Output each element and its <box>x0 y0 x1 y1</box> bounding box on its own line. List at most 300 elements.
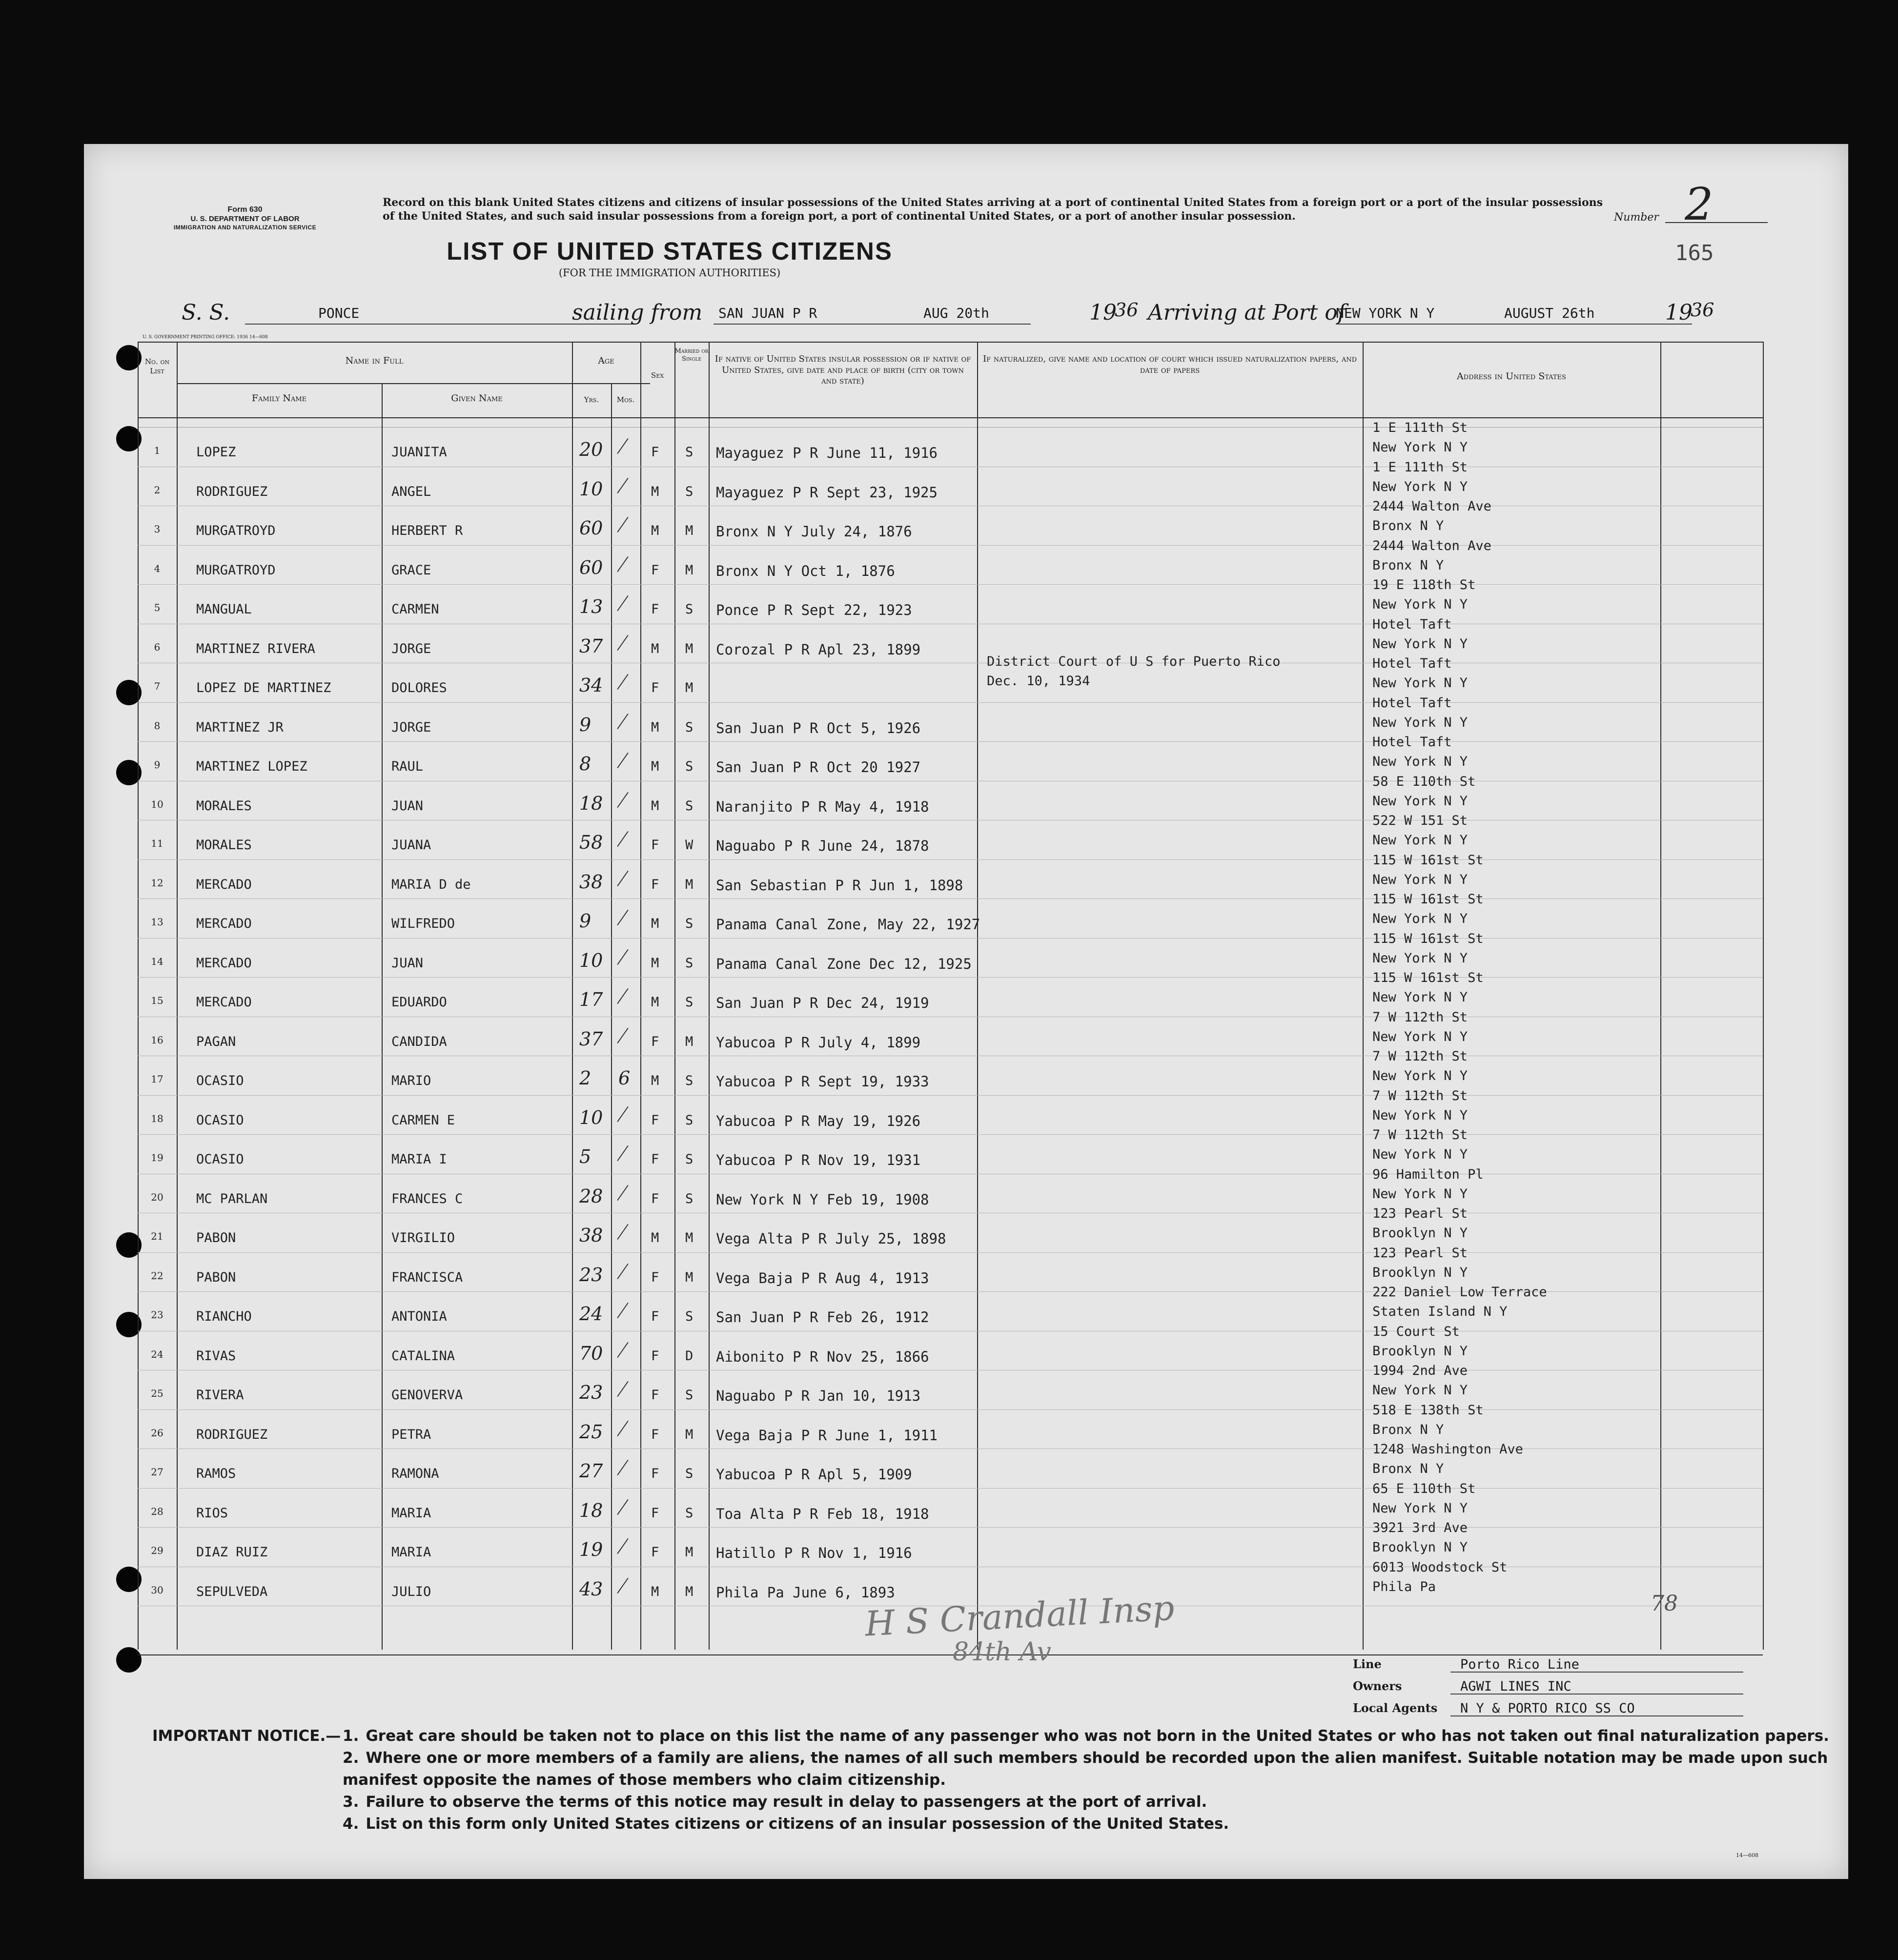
line-field <box>1353 1657 1579 1672</box>
sex: M <box>651 955 659 971</box>
row-number: 7 <box>154 680 161 692</box>
given-name: WILFREDO <box>391 916 455 931</box>
row-number: 25 <box>151 1388 163 1399</box>
given-name: JULIO <box>391 1584 431 1599</box>
row-number: 22 <box>151 1269 163 1282</box>
age-years: 43 <box>579 1578 603 1600</box>
departure-year: 36 <box>1115 299 1139 321</box>
birth-place-date: Bronx N Y Oct 1, 1876 <box>716 562 895 579</box>
table-row <box>138 1206 1763 1253</box>
owners-field <box>1353 1679 1571 1694</box>
department-name: U. S. DEPARTMENT OF LABOR <box>190 215 300 223</box>
age-years: 25 <box>579 1421 603 1443</box>
birth-place-date: Panama Canal Zone, May 22, 1927 <box>716 916 980 933</box>
arrival-port: NEW YORK N Y <box>1336 305 1435 321</box>
inspector-signature: H S Crandall Insp <box>864 1588 1176 1644</box>
address-city: Phila Pa <box>1372 1579 1436 1594</box>
family-name: MERCADO <box>196 877 252 892</box>
sex: F <box>651 1348 659 1364</box>
age-years: 38 <box>579 1225 603 1246</box>
given-name: JUAN <box>391 798 424 814</box>
address-street: 7 W 112th St <box>1372 1049 1468 1064</box>
sex: M <box>651 759 659 774</box>
check-mark <box>617 477 628 493</box>
birth-place-date: Ponce P R Sept 22, 1923 <box>716 602 912 618</box>
age-years: 19 <box>579 1539 603 1560</box>
col-yrs-header: Yrs. <box>584 395 599 404</box>
check-mark <box>617 1184 628 1200</box>
col-age-header: Age <box>598 355 614 366</box>
address-city: Bronx N Y <box>1372 1461 1444 1476</box>
given-name: JUANA <box>391 837 431 853</box>
birth-place-date: Aibonito P R Nov 25, 1866 <box>716 1348 929 1365</box>
address-city: Staten Island N Y <box>1372 1304 1508 1319</box>
table-row <box>138 1285 1763 1331</box>
address-street: 123 Pearl St <box>1372 1206 1468 1221</box>
birth-place-date: Hatillo P R Nov 1, 1916 <box>716 1545 912 1561</box>
given-name: RAMONA <box>391 1466 439 1481</box>
row-number: 4 <box>154 562 161 574</box>
row-number: 30 <box>151 1584 163 1596</box>
family-name: MANGUAL <box>196 602 252 617</box>
departure-port: SAN JUAN P R <box>718 305 817 321</box>
table-row <box>138 931 1763 978</box>
table-row <box>138 1166 1763 1214</box>
sex: M <box>651 1073 659 1088</box>
check-mark <box>617 1263 628 1279</box>
address-city: New York N Y <box>1372 1029 1468 1044</box>
ship-name: PONCE <box>318 305 360 321</box>
check-mark <box>617 1420 628 1436</box>
marital-status: S <box>685 1112 694 1128</box>
address-city: New York N Y <box>1372 675 1468 691</box>
address <box>1372 536 1491 575</box>
address-city: Bronx N Y <box>1372 557 1444 573</box>
given-name: JORGE <box>391 641 431 656</box>
given-name: ANTONIA <box>391 1309 447 1324</box>
address <box>1372 1125 1468 1164</box>
col-naturalized-header: If naturalized, give name and location of court which issued naturalization papers, and date of papers <box>982 354 1357 375</box>
row-number: 1 <box>154 445 161 456</box>
address <box>1372 1558 1507 1597</box>
check-mark <box>617 831 628 847</box>
address <box>1372 1518 1468 1557</box>
check-mark <box>617 1381 628 1397</box>
notice-lead: IMPORTANT NOTICE.— <box>152 1727 341 1745</box>
age-years: 60 <box>579 517 603 539</box>
address <box>1372 1283 1547 1322</box>
check-mark <box>617 1342 628 1357</box>
age-years: 10 <box>579 1106 603 1128</box>
address-street: 115 W 161st St <box>1372 970 1484 985</box>
age-years: 60 <box>579 556 603 578</box>
marital-status: S <box>685 916 694 931</box>
address-city: New York N Y <box>1372 715 1468 730</box>
number-value: 2 <box>1685 178 1714 230</box>
birth-place-date: Vega Alta P R July 25, 1898 <box>716 1230 946 1247</box>
address <box>1372 1047 1468 1086</box>
marital-status: M <box>685 1545 694 1560</box>
form-identifier <box>138 205 352 231</box>
age-years: 9 <box>579 714 592 735</box>
birth-place-date: Yabucoa P R May 19, 1926 <box>716 1112 921 1129</box>
table-row <box>138 970 1763 1017</box>
check-mark <box>617 634 628 650</box>
address-city: Brooklyn N Y <box>1372 1265 1468 1280</box>
row-number: 8 <box>154 719 161 732</box>
address <box>1372 1322 1468 1361</box>
address <box>1372 1244 1468 1283</box>
address-city: New York N Y <box>1372 1107 1468 1123</box>
table-row <box>138 1088 1763 1135</box>
sex: F <box>651 877 659 892</box>
family-name: RIOS <box>196 1505 228 1521</box>
check-mark <box>617 595 628 611</box>
service-name: IMMIGRATION AND NATURALIZATION SERVICE <box>173 224 317 231</box>
age-years: 5 <box>579 1146 592 1167</box>
check-mark <box>617 910 628 925</box>
sex: F <box>651 1152 659 1167</box>
sex: M <box>651 798 659 814</box>
family-name: PABON <box>196 1269 236 1285</box>
check-mark <box>617 1499 628 1514</box>
table-row <box>138 499 1763 546</box>
family-name: OCASIO <box>196 1152 244 1167</box>
punch-hole <box>116 1647 142 1673</box>
given-name: GRACE <box>391 562 431 578</box>
age-years: 20 <box>579 439 603 460</box>
arrival-year-prefix: 19 <box>1665 300 1693 325</box>
birth-place-date: Naguabo P R June 24, 1878 <box>716 837 929 854</box>
family-name: DIAZ RUIZ <box>196 1545 268 1560</box>
address-street: 522 W 151 St <box>1372 813 1468 828</box>
marital-status: S <box>685 719 694 735</box>
address-city: New York N Y <box>1372 1186 1468 1202</box>
address-street: 6013 Woodstock St <box>1372 1559 1508 1575</box>
age-years: 37 <box>579 1028 603 1050</box>
marital-status: W <box>685 837 694 853</box>
age-years: 58 <box>579 832 603 853</box>
address-city: New York N Y <box>1372 833 1468 848</box>
address <box>1372 575 1475 614</box>
check-mark <box>617 1106 628 1122</box>
birth-place-date: Vega Baja P R Aug 4, 1913 <box>716 1269 929 1286</box>
check-mark <box>617 438 628 454</box>
marital-status: S <box>685 1309 694 1324</box>
marital-status: M <box>685 1269 694 1285</box>
marital-status: S <box>685 995 694 1010</box>
address-city: New York N Y <box>1372 872 1468 887</box>
owners-label: Owners <box>1353 1679 1402 1693</box>
address-street: 58 E 110th St <box>1372 774 1476 789</box>
family-name: PABON <box>196 1230 236 1245</box>
birth-place-date: San Juan P R Feb 26, 1912 <box>716 1309 929 1326</box>
birth-place-date: New York N Y Feb 19, 1908 <box>716 1191 929 1208</box>
address-street: Hotel Taft <box>1372 616 1452 632</box>
arriving-label: Arriving at Port of <box>1148 300 1346 325</box>
table-row <box>138 654 1763 703</box>
age-years: 28 <box>579 1185 603 1207</box>
address-city: Brooklyn N Y <box>1372 1343 1468 1359</box>
address-city: New York N Y <box>1372 754 1468 769</box>
table-row <box>138 813 1763 860</box>
address-street: 3921 3rd Ave <box>1372 1520 1468 1535</box>
given-name: HERBERT R <box>391 523 463 538</box>
address <box>1372 1086 1468 1125</box>
family-name: OCASIO <box>196 1112 244 1128</box>
port-underline <box>1336 324 1692 325</box>
inspector-signature-note: 84th Av <box>953 1637 1051 1667</box>
form-number: Form 630 <box>227 205 263 214</box>
given-name: CARMEN <box>391 602 439 617</box>
given-name: JORGE <box>391 719 431 735</box>
age-years: 2 <box>579 1067 592 1089</box>
row-number: 15 <box>151 995 163 1006</box>
address-city: Bronx N Y <box>1372 1422 1444 1437</box>
col-name-header: Name in Full <box>345 355 404 366</box>
address-city: New York N Y <box>1372 440 1468 455</box>
address <box>1372 968 1484 1007</box>
check-mark <box>617 517 628 532</box>
marital-status: M <box>685 641 694 656</box>
row-number: 23 <box>151 1309 163 1321</box>
sex: F <box>651 680 659 695</box>
table-row <box>138 1049 1763 1096</box>
given-name: MARIA D de <box>391 877 471 892</box>
birth-place-date: Yabucoa P R Nov 19, 1931 <box>716 1152 921 1168</box>
sex: F <box>651 562 659 578</box>
sex: F <box>651 1427 659 1442</box>
table-row <box>138 852 1763 899</box>
address-street: Hotel Taft <box>1372 695 1452 711</box>
address <box>1372 733 1468 772</box>
family-name: RODRIGUEZ <box>196 1427 268 1442</box>
owners-value: AGWI LINES INC <box>1460 1679 1571 1694</box>
birth-place-date: Naranjito P R May 4, 1918 <box>716 798 929 815</box>
col-sex-header: Sex <box>651 371 664 380</box>
sheet-number: 165 <box>1675 241 1714 265</box>
birth-place-date: San Juan P R Dec 24, 1919 <box>716 995 929 1011</box>
family-name: MERCADO <box>196 995 252 1010</box>
check-mark <box>617 674 628 690</box>
marital-status: S <box>685 602 694 617</box>
family-name: MARTINEZ LOPEZ <box>196 759 307 774</box>
col-married-header: Married or Single <box>674 347 709 363</box>
address-street: 2444 Walton Ave <box>1372 538 1491 553</box>
marital-status: M <box>685 1034 694 1049</box>
address-city: Bronx N Y <box>1372 518 1444 533</box>
col-address-header: Address in United States <box>1457 371 1566 382</box>
sex: M <box>651 641 659 656</box>
address-street: 115 W 161st St <box>1372 892 1484 907</box>
arrival-year: 36 <box>1691 299 1714 321</box>
address-street: 65 E 110th St <box>1372 1481 1476 1496</box>
birth-place-date: Naguabo P R Jan 10, 1913 <box>716 1388 921 1404</box>
address-street: Hotel Taft <box>1372 656 1452 671</box>
table-row <box>138 1481 1763 1528</box>
address-street: 115 W 161st St <box>1372 852 1484 868</box>
age-years: 27 <box>579 1460 603 1482</box>
birth-place-date: Corozal P R Apl 23, 1899 <box>716 641 921 658</box>
row-number: 28 <box>151 1505 163 1517</box>
age-years: 10 <box>579 949 603 971</box>
family-name: RIANCHO <box>196 1309 252 1324</box>
age-years: 18 <box>579 792 603 814</box>
address-city: New York N Y <box>1372 479 1468 494</box>
marital-status: S <box>685 484 694 499</box>
family-name: MORALES <box>196 837 252 853</box>
ss-label: S. S. <box>182 300 230 325</box>
notice-item-3: 3. Failure to observe the terms of this notice may result in delay to passengers at the port of arrival. <box>343 1793 1207 1811</box>
marital-status: S <box>685 1191 694 1206</box>
row-number: 14 <box>151 955 163 967</box>
table-row <box>138 616 1763 664</box>
given-name: RAUL <box>391 759 424 774</box>
address-city: New York N Y <box>1372 793 1468 809</box>
sex: F <box>651 1505 659 1521</box>
address-city: New York N Y <box>1372 911 1468 926</box>
given-name: MARIA <box>391 1505 431 1521</box>
table-row <box>138 420 1763 467</box>
sex: M <box>651 523 659 538</box>
row-number: 13 <box>151 916 163 928</box>
address-street: 7 W 112th St <box>1372 1088 1468 1103</box>
age-years: 38 <box>579 871 603 893</box>
col-number-header: No. on List <box>144 357 170 375</box>
row-number: 20 <box>151 1191 163 1203</box>
marital-status: M <box>685 680 694 695</box>
family-name: RODRIGUEZ <box>196 484 268 499</box>
row-number: 17 <box>151 1073 163 1085</box>
marital-status: M <box>685 1427 694 1442</box>
given-name: DOLORES <box>391 680 447 695</box>
address-city: Brooklyn N Y <box>1372 1225 1468 1241</box>
address-street: 96 Hamilton Pl <box>1372 1166 1484 1182</box>
marital-status: M <box>685 1584 694 1599</box>
table-row <box>138 774 1763 821</box>
table-row <box>138 1520 1763 1567</box>
address-street: 1248 Washington Ave <box>1372 1442 1523 1457</box>
sex: M <box>651 719 659 735</box>
table-row <box>138 1127 1763 1174</box>
sex: F <box>651 1191 659 1206</box>
sex: M <box>651 916 659 931</box>
address-city: New York N Y <box>1372 950 1468 966</box>
birth-place-date: Phila Pa June 6, 1893 <box>716 1584 895 1601</box>
naturalization-court: District Court of U S for Puerto Rico <box>987 654 1281 669</box>
page-subtitle: (FOR THE IMMIGRATION AUTHORITIES) <box>558 267 781 279</box>
notice-item-1: IMPORTANT NOTICE.— 1. Great care should be taken not to place on this list the name of any passenger who was not born in the United States or who has not taken out final naturalization papers. <box>152 1725 1836 1747</box>
family-name: RIVERA <box>196 1388 244 1403</box>
family-name: MERCADO <box>196 955 252 971</box>
address <box>1372 1479 1475 1518</box>
check-mark <box>617 753 628 768</box>
row-number: 2 <box>154 484 161 496</box>
birth-place-date: Toa Alta P R Feb 18, 1918 <box>716 1505 929 1522</box>
passenger-table <box>138 342 1763 1650</box>
given-name: MARIO <box>391 1073 431 1088</box>
age-years: 9 <box>579 910 592 932</box>
sex: M <box>651 484 659 499</box>
year-prefix: 19 <box>1089 300 1117 325</box>
age-years: 17 <box>579 989 603 1010</box>
birth-place-date: Bronx N Y July 24, 1876 <box>716 523 912 540</box>
important-notice <box>152 1725 1836 1835</box>
row-number: 5 <box>154 602 161 613</box>
sex: F <box>651 445 659 460</box>
family-name: MARTINEZ RIVERA <box>196 641 315 656</box>
address <box>1372 851 1484 890</box>
check-mark <box>617 556 628 572</box>
row-number: 6 <box>154 641 161 653</box>
agents-value: N Y & PORTO RICO SS CO <box>1460 1701 1635 1716</box>
age-years: 23 <box>579 1382 603 1403</box>
arrival-date: AUGUST 26th <box>1504 305 1595 321</box>
address-street: 222 Daniel Low Terrace <box>1372 1285 1547 1300</box>
age-years: 10 <box>579 478 603 500</box>
row-number: 18 <box>151 1112 163 1124</box>
marital-status: S <box>685 1466 694 1481</box>
sex: M <box>651 1584 659 1599</box>
birth-place-date: Panama Canal Zone Dec 12, 1925 <box>716 955 972 972</box>
address <box>1372 497 1491 536</box>
birth-place-date: San Sebastian P R Jun 1, 1898 <box>716 877 963 894</box>
agents-label: Local Agents <box>1353 1701 1438 1715</box>
agents-field <box>1353 1701 1635 1716</box>
age-years: 13 <box>579 596 603 617</box>
row-number: 16 <box>151 1034 163 1046</box>
table-row <box>138 1363 1763 1410</box>
marital-status: S <box>685 1152 694 1167</box>
marital-status: S <box>685 445 694 460</box>
marital-status: M <box>685 1230 694 1245</box>
sex: F <box>651 837 659 853</box>
address-city: New York N Y <box>1372 1068 1468 1083</box>
family-name: LOPEZ DE MARTINEZ <box>196 680 331 695</box>
table-row <box>138 1009 1763 1057</box>
address-street: 518 E 138th St <box>1372 1402 1484 1418</box>
given-name: PETRA <box>391 1427 431 1442</box>
marital-status: D <box>685 1348 694 1364</box>
given-name: JUANITA <box>391 445 447 460</box>
notice-item-2: 2. Where one or more members of a family are aliens, the names of all such members should be recorded upon the alien manifest. Suitable notation may be made upon such manifest opposite the names of those members who claim citizenship. <box>343 1749 1828 1789</box>
address-city: New York N Y <box>1372 1383 1468 1398</box>
address-street: 1994 2nd Ave <box>1372 1363 1468 1378</box>
given-name: ANGEL <box>391 484 431 499</box>
check-mark <box>617 1145 628 1161</box>
birth-place-date: Yabucoa P R July 4, 1899 <box>716 1034 921 1051</box>
family-name: MORALES <box>196 798 252 814</box>
passenger-total-mark: 78 <box>1651 1591 1678 1616</box>
col-family-header: Family Name <box>251 393 307 404</box>
birth-place-date: Yabucoa P R Apl 5, 1909 <box>716 1466 912 1483</box>
marital-status: S <box>685 1073 694 1088</box>
address <box>1372 929 1484 968</box>
given-name: GENOVERVA <box>391 1388 463 1403</box>
age-months: 6 <box>618 1067 631 1089</box>
printer-imprint: U. S. GOVERNMENT PRINTING OFFICE: 1936 14—608 <box>143 335 268 340</box>
check-mark <box>617 1577 628 1593</box>
form-instructions: Record on this blank United States citizens and citizens of insular possessions of the United States arriving at a port of continental United States from a foreign port or a port of the insular possessions of the United States, and such said insular possessions from a foreign port, a port of continental United States, or a port of another insular possession. <box>383 196 1603 223</box>
sex: F <box>651 1545 659 1560</box>
sailing-label: sailing from <box>572 300 703 325</box>
address-city: New York N Y <box>1372 1500 1468 1516</box>
number-underline <box>1665 222 1768 223</box>
address <box>1372 772 1475 811</box>
age-years: 23 <box>579 1264 603 1286</box>
address <box>1372 1440 1523 1479</box>
row-number: 27 <box>151 1466 163 1478</box>
